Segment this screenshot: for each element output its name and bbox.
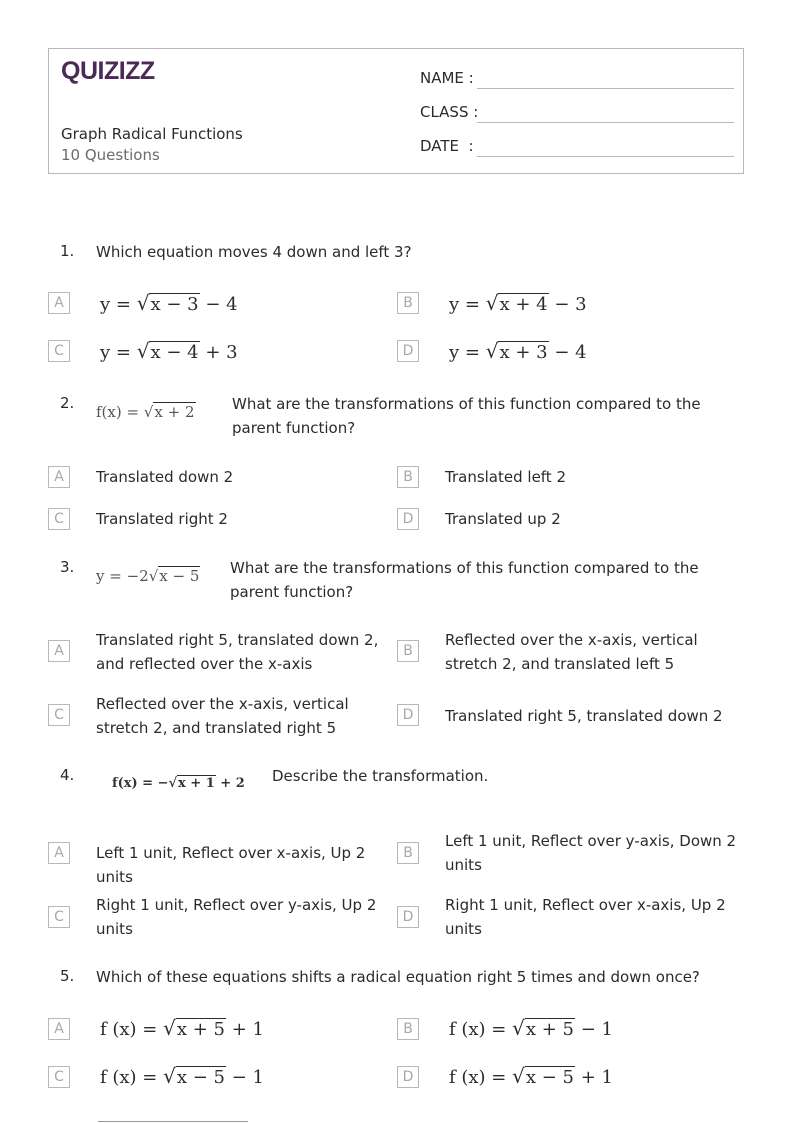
option-d-text: Translated up 2 (445, 510, 561, 528)
option-c-equation: f (x) = √x − 5 − 1 (100, 1064, 264, 1088)
option-d-equation: y = √x + 3 − 4 (449, 339, 587, 363)
name-line (477, 88, 734, 89)
option-box-b[interactable]: B (397, 1018, 419, 1040)
option-a-text: Translated down 2 (96, 468, 234, 486)
class-line (477, 122, 734, 123)
option-a-text: Left 1 unit, Reflect over x-axis, Up 2 units (96, 844, 366, 886)
option-b-text: Reflected over the x-axis, vertical stretch 2, and translated left 5 (445, 631, 698, 673)
option-box-b[interactable]: B (397, 842, 419, 864)
option-c-text: Right 1 unit, Reflect over y-axis, Up 2 units (96, 896, 377, 938)
option-box-b[interactable]: B (397, 640, 419, 662)
option-b-equation: y = √x + 4 − 3 (449, 291, 587, 315)
worksheet-header (48, 48, 744, 174)
option-b-text: Translated left 2 (445, 468, 567, 486)
date-field[interactable] (420, 135, 734, 157)
option-box-d[interactable]: D (397, 340, 419, 362)
question-formula: y = −2√x − 5 (96, 567, 200, 585)
question-number: 2. (60, 394, 75, 412)
name-label: NAME : (420, 69, 474, 87)
quizizz-logo: QUIZIZZ (61, 57, 155, 85)
option-box-c[interactable]: C (48, 340, 70, 362)
page-bottom-divider (98, 1121, 248, 1122)
worksheet-title: Graph Radical Functions (61, 125, 243, 143)
date-line (477, 156, 734, 157)
option-c-text: Reflected over the x-axis, vertical stretch 2, and translated right 5 (96, 695, 349, 737)
option-d-text: Translated right 5, translated down 2 (445, 707, 723, 725)
question-number: 5. (60, 967, 75, 985)
option-box-b[interactable]: B (397, 292, 419, 314)
question-number: 4. (60, 766, 75, 784)
option-box-d[interactable]: D (397, 508, 419, 530)
option-b-equation: f (x) = √x + 5 − 1 (449, 1016, 613, 1040)
question-text: What are the transformations of this function compared to the parent function? (230, 559, 699, 601)
option-box-d[interactable]: D (397, 704, 419, 726)
date-label: DATE : (420, 137, 474, 155)
question-number: 3. (60, 558, 75, 576)
class-label: CLASS : (420, 103, 479, 121)
option-box-c[interactable]: C (48, 508, 70, 530)
option-box-c[interactable]: C (48, 704, 70, 726)
option-box-a[interactable]: A (48, 1018, 70, 1040)
question-text: Describe the transformation. (272, 767, 489, 785)
option-box-d[interactable]: D (397, 906, 419, 928)
option-c-equation: y = √x − 4 + 3 (100, 339, 238, 363)
option-box-c[interactable]: C (48, 906, 70, 928)
question-text: What are the transformations of this function compared to the parent function? (232, 395, 701, 437)
question-number: 1. (60, 242, 75, 260)
option-c-text: Translated right 2 (96, 510, 228, 528)
question-text: Which equation moves 4 down and left 3? (96, 243, 412, 261)
option-box-a[interactable]: A (48, 292, 70, 314)
option-a-equation: y = √x − 3 − 4 (100, 291, 238, 315)
question-formula: f(x) = √x + 2 (96, 403, 195, 421)
option-box-b[interactable]: B (397, 466, 419, 488)
option-box-d[interactable]: D (397, 1066, 419, 1088)
option-box-a[interactable]: A (48, 466, 70, 488)
option-d-equation: f (x) = √x − 5 + 1 (449, 1064, 613, 1088)
question-text: Which of these equations shifts a radical equation right 5 times and down once? (96, 968, 700, 986)
name-field[interactable] (420, 67, 734, 89)
option-a-equation: f (x) = √x + 5 + 1 (100, 1016, 264, 1040)
option-d-text: Right 1 unit, Reflect over x-axis, Up 2 units (445, 896, 726, 938)
question-count: 10 Questions (61, 146, 160, 164)
option-box-a[interactable]: A (48, 640, 70, 662)
option-box-a[interactable]: A (48, 842, 70, 864)
class-field[interactable] (420, 101, 734, 123)
option-a-text: Translated right 5, translated down 2, and reflected over the x-axis (96, 631, 379, 673)
option-box-c[interactable]: C (48, 1066, 70, 1088)
question-formula: f(x) = −√x + 1 + 2 (112, 776, 245, 791)
option-b-text: Left 1 unit, Reflect over y-axis, Down 2 units (445, 832, 737, 874)
